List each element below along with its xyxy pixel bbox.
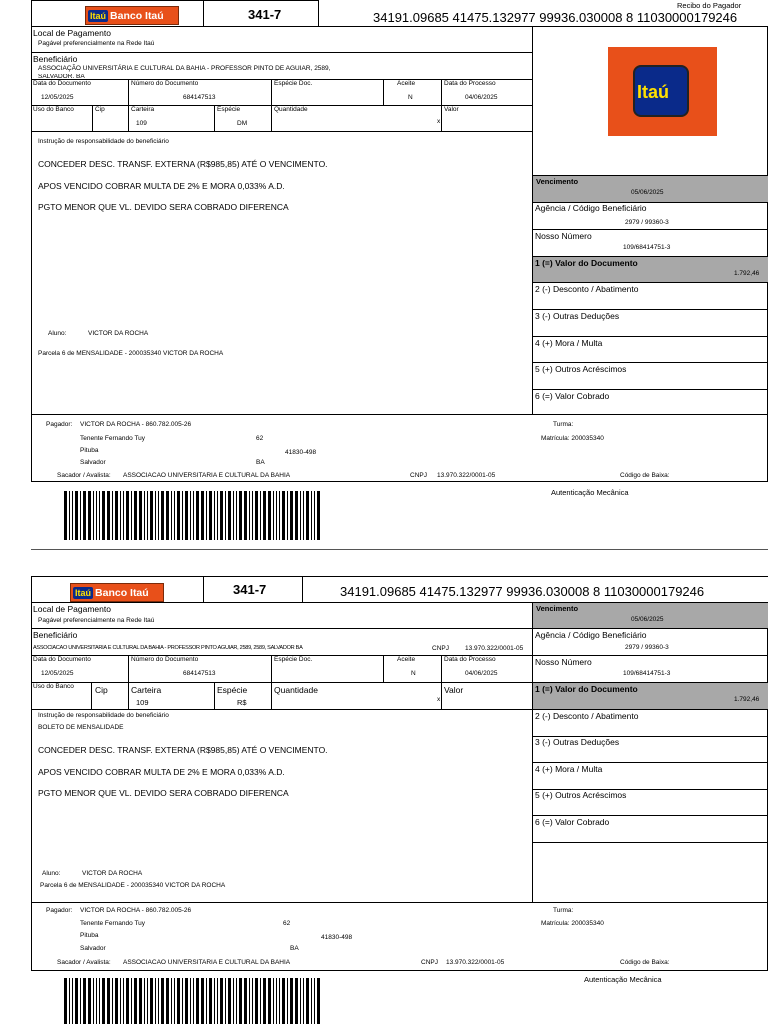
- barcode-bar: [177, 978, 180, 1024]
- barcode-bar: [147, 978, 148, 1024]
- data-documento-value-2: 12/05/2025: [41, 670, 74, 677]
- nosso-numero-value-2: 109/68414751-3: [623, 670, 671, 677]
- barcode-bar: [209, 978, 212, 1024]
- barcode-bar: [150, 491, 153, 540]
- barcode-bar: [150, 978, 153, 1024]
- barcode-bar: [311, 978, 312, 1024]
- data-documento-value: 12/05/2025: [41, 94, 74, 101]
- label-agencia-2: Agência / Código Beneficiário: [535, 630, 647, 640]
- barcode-bar: [83, 491, 86, 540]
- label-data-processo-2: Data do Processo: [444, 656, 496, 663]
- barcode-bar: [96, 978, 97, 1024]
- barcode-bar: [166, 978, 169, 1024]
- sacador-value: ASSOCIACAO UNIVERSITARIA E CULTURAL DA BAHIA: [123, 472, 291, 479]
- label-codigo-baixa-2: Código de Baixa:: [620, 959, 670, 966]
- barcode-bar: [196, 978, 199, 1024]
- sacador-value-2: ASSOCIACAO UNIVERSITARIA E CULTURAL DA BAHIA: [123, 959, 291, 966]
- barcode-bar: [88, 978, 91, 1024]
- numero-documento-value-2: 684147513: [183, 670, 216, 677]
- barcode-bar: [244, 491, 247, 540]
- quantidade-x-2: x: [437, 696, 441, 703]
- label-autenticacao: Autenticação Mecânica: [551, 488, 629, 497]
- barcode-bar: [255, 978, 258, 1024]
- barcode-bar: [69, 978, 70, 1024]
- agencia-value-2: 2979 / 99360-3: [625, 644, 669, 651]
- instrucao-line-2-2: APOS VENCIDO COBRAR MULTA DE 2% E MORA 0,033% A.D.: [38, 767, 285, 777]
- carteira-value: 109: [136, 120, 147, 127]
- barcode-bar: [236, 491, 237, 540]
- label-autenticacao-2: Autenticação Mecânica: [584, 975, 662, 984]
- barcode-bar: [88, 491, 91, 540]
- barcode-bar: [112, 978, 113, 1024]
- barcode-bar: [185, 978, 188, 1024]
- barcode-bar: [144, 491, 145, 540]
- barcode-bar: [158, 491, 159, 540]
- barcode-bar: [273, 978, 274, 1024]
- barcode-bar: [303, 491, 304, 540]
- label-pagador-2: Pagador:: [46, 907, 73, 914]
- label-valor: Valor: [444, 106, 459, 113]
- barcode-bar: [72, 491, 73, 540]
- label-aluno: Aluno:: [48, 330, 67, 337]
- beneficiario-value-2: ASSOCIACAO UNIVERSITARIA E CULTURAL DA BAHIA - PROFESSOR PINTO AGUIAR, 2589, 2589, SALVADOR BA: [33, 645, 303, 651]
- label-pagador: Pagador:: [46, 421, 73, 428]
- barcode-bar: [99, 978, 100, 1024]
- bank-code: 341-7: [248, 7, 282, 22]
- linha-digitavel: 34191.09685 41475.132977 99936.030008 8 11030000179246: [373, 10, 738, 25]
- bank-logo-2: [70, 583, 164, 602]
- barcode-bar: [306, 491, 309, 540]
- barcode-bar: [268, 978, 271, 1024]
- barcode-bar: [193, 978, 194, 1024]
- barcode-bar: [201, 978, 204, 1024]
- local-pagamento-value-2: Pagável preferencialmente na Rede Itaú: [38, 617, 155, 624]
- barcode-bar: [139, 978, 142, 1024]
- barcode-bar: [107, 978, 110, 1024]
- label-codigo-baixa: Código de Baixa:: [620, 472, 670, 479]
- barcode-bar: [214, 491, 215, 540]
- label-especie: Espécie: [217, 106, 241, 113]
- numero-value: 62: [256, 435, 264, 442]
- instrucao-line-1: CONCEDER DESC. TRANSF. EXTERNA (R$985,85) ATÉ O VENCIMENTO.: [38, 159, 328, 169]
- barcode-bar: [206, 978, 207, 1024]
- sacador-cnpj-value-2: 13.970.322/0001-05: [446, 959, 505, 966]
- label-desconto-2: 2 (-) Desconto / Abatimento: [535, 711, 639, 721]
- barcode-bar: [314, 978, 315, 1024]
- especie-value-2: R$: [237, 698, 247, 707]
- barcode-bar: [123, 491, 124, 540]
- barcode-bar: [115, 491, 118, 540]
- itau-big-logo: [608, 47, 717, 136]
- barcode-bar: [174, 978, 175, 1024]
- label-cnpj-beneficiario: CNPJ: [432, 645, 449, 652]
- barcode-bar: [314, 491, 315, 540]
- barcode-bar: [75, 978, 78, 1024]
- uf-value: BA: [256, 459, 265, 466]
- label-especie-doc: Espécie Doc.: [274, 80, 313, 87]
- bank-logo-label: Banco Itaú: [110, 10, 164, 22]
- label-cip-2: Cip: [95, 685, 108, 695]
- barcode-bar: [290, 978, 293, 1024]
- barcode-bar: [123, 978, 124, 1024]
- barcode-bar: [287, 491, 288, 540]
- barcode-bar: [190, 978, 191, 1024]
- label-mora-2: 4 (+) Mora / Multa: [535, 764, 603, 774]
- label-valor-documento-2: 1 (=) Valor do Documento: [535, 684, 638, 694]
- valor-documento-value: 1.792,46: [734, 270, 760, 277]
- barcode-bar: [83, 978, 86, 1024]
- data-processo-value-2: 04/06/2025: [465, 670, 498, 677]
- matricula-value: Matrícula: 200035340: [541, 435, 604, 442]
- barcode-bar: [263, 491, 266, 540]
- barcode-bar: [131, 491, 132, 540]
- barcode-bar: [161, 978, 164, 1024]
- barcode-bar: [287, 978, 288, 1024]
- label-uso-banco-2: Uso do Banco: [33, 683, 74, 690]
- label-especie-doc-2: Espécie Doc.: [274, 656, 313, 663]
- label-data-documento: Data do Documento: [33, 80, 91, 87]
- label-desconto: 2 (-) Desconto / Abatimento: [535, 284, 639, 294]
- barcode-bar: [158, 978, 159, 1024]
- barcode-bar: [252, 491, 253, 540]
- label-aceite-2: Aceite: [397, 656, 416, 663]
- barcode-bar: [217, 491, 218, 540]
- barcode-bar: [120, 491, 121, 540]
- label-quantidade: Quantidade: [274, 106, 308, 113]
- barcode-bar: [236, 978, 237, 1024]
- label-valor-cobrado: 6 (=) Valor Cobrado: [535, 391, 610, 401]
- barcode-bar: [72, 978, 73, 1024]
- label-cnpj-sacador: CNPJ: [410, 472, 427, 479]
- bank-logo-mark: Itaú: [90, 11, 107, 22]
- aceite-value: N: [408, 94, 413, 101]
- barcode-bar: [99, 491, 100, 540]
- endereco-value: Tenente Fernando Tuy: [80, 435, 146, 442]
- label-mora: 4 (+) Mora / Multa: [535, 338, 603, 348]
- barcode-bar: [139, 491, 142, 540]
- barcode-bar: [300, 978, 301, 1024]
- aluno-value-2: VICTOR DA ROCHA: [82, 870, 143, 877]
- valor-documento-value-2: 1.792,46: [734, 696, 760, 703]
- label-beneficiario: Beneficiário: [33, 54, 78, 64]
- barcode-bar: [102, 978, 105, 1024]
- label-aluno-2: Aluno:: [42, 870, 61, 877]
- label-beneficiario-2: Beneficiário: [33, 630, 78, 640]
- barcode-bar: [273, 491, 274, 540]
- barcode-bar: [206, 491, 207, 540]
- barcode-bar: [225, 491, 226, 540]
- barcode-bar: [155, 491, 156, 540]
- barcode-bar: [290, 491, 293, 540]
- barcode-bar: [131, 978, 132, 1024]
- instrucao-extra: BOLETO DE MENSALIDADE: [38, 724, 124, 731]
- barcode-bar: [214, 978, 215, 1024]
- barcode-bar: [193, 491, 194, 540]
- sacador-cnpj-value: 13.970.322/0001-05: [437, 472, 496, 479]
- barcode-bar: [171, 491, 172, 540]
- label-outras-deducoes-2: 3 (-) Outras Deduções: [535, 737, 620, 747]
- barcode-bar: [279, 491, 280, 540]
- label-nosso-numero-2: Nosso Número: [535, 657, 592, 667]
- barcode-bar: [220, 978, 223, 1024]
- barcode-bar: [239, 978, 242, 1024]
- carteira-value-2: 109: [136, 698, 149, 707]
- label-numero-documento: Número do Documento: [131, 80, 199, 87]
- barcode-bar: [239, 491, 242, 540]
- barcode-bar: [279, 978, 280, 1024]
- instrucao-line-3: PGTO MENOR QUE VL. DEVIDO SERA COBRADO DIFERENCA: [38, 202, 289, 212]
- barcode-bar: [276, 491, 277, 540]
- cep-value: 41830-498: [285, 449, 317, 456]
- label-local-pagamento: Local de Pagamento: [33, 28, 111, 38]
- label-vencimento-2: Vencimento: [536, 604, 579, 613]
- barcode-bar: [182, 978, 183, 1024]
- barcode: [64, 491, 322, 540]
- label-valor-cobrado-2: 6 (=) Valor Cobrado: [535, 817, 610, 827]
- barcode-bar: [102, 491, 105, 540]
- bank-logo-label-2: Banco Itaú: [95, 587, 149, 599]
- pagador-value: VICTOR DA ROCHA - 860.782.005-26: [80, 421, 192, 428]
- label-turma-2: Turma:: [553, 907, 574, 914]
- barcode-bar: [317, 978, 320, 1024]
- linha-digitavel-2: 34191.09685 41475.132977 99936.030008 8 11030000179246: [340, 584, 705, 599]
- barcode-bar: [171, 978, 172, 1024]
- barcode-2: [64, 978, 322, 1024]
- bank-logo-mark-2: Itaú: [75, 588, 92, 599]
- parcela-value: Parcela 6 de MENSALIDADE - 200035340 VICTOR DA ROCHA: [38, 350, 224, 357]
- itau-big-logo-text: Itaú: [637, 82, 670, 102]
- vencimento-value: 05/06/2025: [631, 189, 664, 196]
- cep-value-2: 41830-498: [321, 934, 353, 941]
- beneficiario-value: ASSOCIAÇÃO UNIVERSITÁRIA E CULTURAL DA BAHIA - PROFESSOR PINTO DE AGUIAR, 2589,: [38, 65, 331, 72]
- barcode-bar: [174, 491, 175, 540]
- label-vencimento: Vencimento: [536, 177, 579, 186]
- instrucao-line-1-2: CONCEDER DESC. TRANSF. EXTERNA (R$985,85) ATÉ O VENCIMENTO.: [38, 745, 328, 755]
- label-outros-acrescimos-2: 5 (+) Outros Acréscimos: [535, 790, 627, 800]
- barcode-bar: [75, 491, 78, 540]
- label-agencia: Agência / Código Beneficiário: [535, 203, 647, 213]
- barcode-bar: [134, 978, 137, 1024]
- quantidade-x: x: [437, 118, 441, 125]
- label-data-documento-2: Data do Documento: [33, 656, 91, 663]
- barcode-bar: [306, 978, 309, 1024]
- bairro-value: Pituba: [80, 447, 99, 454]
- endereco-value-2: Tenente Fernando Tuy: [80, 920, 146, 927]
- cidade-value-2: Salvador: [80, 945, 106, 952]
- barcode-bar: [249, 978, 250, 1024]
- aceite-value-2: N: [411, 670, 416, 677]
- label-sacador: Sacador / Avalista:: [57, 472, 111, 479]
- barcode-bar: [147, 491, 148, 540]
- bank-code-2: 341-7: [233, 582, 267, 597]
- barcode-bar: [303, 978, 304, 1024]
- barcode-bar: [115, 978, 118, 1024]
- instrucao-line-3-2: PGTO MENOR QUE VL. DEVIDO SERA COBRADO DIFERENCA: [38, 788, 289, 798]
- barcode-bar: [282, 491, 285, 540]
- cut-line: [31, 549, 768, 550]
- barcode-bar: [220, 491, 223, 540]
- barcode-bar: [233, 491, 234, 540]
- barcode-bar: [120, 978, 121, 1024]
- label-sacador-2: Sacador / Avalista:: [57, 959, 111, 966]
- vencimento-value-2: 05/06/2025: [631, 616, 664, 623]
- barcode-bar: [263, 978, 266, 1024]
- beneficiario-city: SALVADOR, BA: [38, 74, 85, 78]
- barcode-bar: [228, 491, 231, 540]
- barcode-bar: [177, 491, 180, 540]
- numero-value-2: 62: [283, 920, 291, 927]
- local-pagamento-value: Pagável preferencialmente na Rede Itaú: [38, 40, 155, 47]
- barcode-bar: [185, 491, 188, 540]
- receipt-title: Recibo do Pagador: [677, 1, 742, 10]
- matricula-value-2: Matrícula: 200035340: [541, 920, 604, 927]
- barcode-bar: [225, 978, 226, 1024]
- barcode-bar: [80, 491, 81, 540]
- barcode-bar: [276, 978, 277, 1024]
- barcode-bar: [300, 491, 301, 540]
- barcode-bar: [161, 491, 164, 540]
- barcode-bar: [228, 978, 231, 1024]
- numero-documento-value: 684147513: [183, 94, 216, 101]
- barcode-bar: [268, 491, 271, 540]
- aluno-value: VICTOR DA ROCHA: [88, 330, 149, 337]
- barcode-bar: [311, 491, 312, 540]
- barcode-bar: [166, 491, 169, 540]
- bank-logo: [85, 6, 179, 25]
- barcode-bar: [282, 978, 285, 1024]
- label-numero-documento-2: Número do Documento: [131, 656, 199, 663]
- barcode-bar: [107, 491, 110, 540]
- label-uso-banco: Uso do Banco: [33, 106, 74, 113]
- label-especie-2: Espécie: [217, 685, 248, 695]
- barcode-bar: [93, 978, 94, 1024]
- barcode-bar: [190, 491, 191, 540]
- label-carteira: Carteira: [131, 106, 155, 113]
- parcela-value-2: Parcela 6 de MENSALIDADE - 200035340 VICTOR DA ROCHA: [40, 882, 226, 889]
- label-outras-deducoes: 3 (-) Outras Deduções: [535, 311, 620, 321]
- bairro-value-2: Pituba: [80, 932, 99, 939]
- label-carteira-2: Carteira: [131, 685, 162, 695]
- barcode-bar: [209, 491, 212, 540]
- barcode-bar: [126, 978, 129, 1024]
- barcode-bar: [134, 491, 137, 540]
- barcode-bar: [64, 978, 67, 1024]
- barcode-bar: [182, 491, 183, 540]
- barcode-bar: [155, 978, 156, 1024]
- label-aceite: Aceite: [397, 80, 416, 87]
- barcode-bar: [317, 491, 320, 540]
- label-valor-2: Valor: [444, 685, 464, 695]
- barcode-bar: [255, 491, 258, 540]
- label-data-processo: Data do Processo: [444, 80, 496, 87]
- label-quantidade-2: Quantidade: [274, 685, 318, 695]
- cidade-value: Salvador: [80, 459, 106, 466]
- barcode-bar: [260, 491, 261, 540]
- barcode-bar: [80, 978, 81, 1024]
- instrucao-line-2: APOS VENCIDO COBRAR MULTA DE 2% E MORA 0,033% A.D.: [38, 181, 285, 191]
- barcode-bar: [295, 978, 298, 1024]
- barcode-bar: [244, 978, 247, 1024]
- barcode-bar: [295, 491, 298, 540]
- label-local-pagamento-2: Local de Pagamento: [33, 604, 111, 614]
- barcode-bar: [69, 491, 70, 540]
- especie-value: DM: [237, 120, 248, 127]
- label-cnpj-sacador-2: CNPJ: [421, 959, 438, 966]
- data-processo-value: 04/06/2025: [465, 94, 498, 101]
- barcode-bar: [93, 491, 94, 540]
- label-instrucao: Instrução de responsabilidade do beneficiário: [38, 138, 169, 145]
- agencia-value: 2979 / 99360-3: [625, 219, 669, 226]
- barcode-bar: [252, 978, 253, 1024]
- uf-value-2: BA: [290, 945, 299, 952]
- barcode-bar: [144, 978, 145, 1024]
- label-valor-documento: 1 (=) Valor do Documento: [535, 258, 638, 268]
- barcode-bar: [201, 491, 204, 540]
- nosso-numero-value: 109/68414751-3: [623, 244, 671, 251]
- barcode-bar: [64, 491, 67, 540]
- barcode-bar: [233, 978, 234, 1024]
- barcode-bar: [96, 491, 97, 540]
- pagador-value-2: VICTOR DA ROCHA - 860.782.005-26: [80, 907, 192, 914]
- barcode-bar: [249, 491, 250, 540]
- barcode-bar: [196, 491, 199, 540]
- label-instrucao-2: Instrução de responsabilidade do beneficiário: [38, 712, 169, 719]
- barcode-bar: [260, 978, 261, 1024]
- beneficiario-cnpj-value: 13.970.322/0001-05: [465, 645, 524, 652]
- label-turma: Turma:: [553, 421, 574, 428]
- label-nosso-numero: Nosso Número: [535, 231, 592, 241]
- label-cip: Cip: [95, 106, 105, 113]
- label-outros-acrescimos: 5 (+) Outros Acréscimos: [535, 364, 627, 374]
- barcode-bar: [217, 978, 218, 1024]
- barcode-bar: [126, 491, 129, 540]
- barcode-bar: [112, 491, 113, 540]
